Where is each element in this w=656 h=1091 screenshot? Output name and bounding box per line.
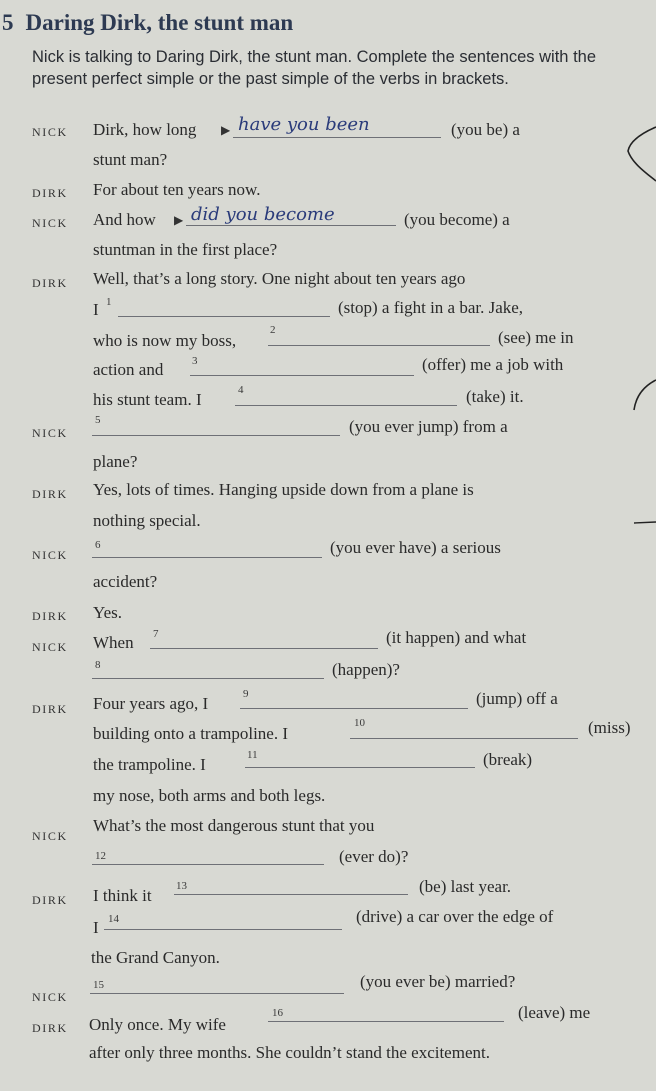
dialogue-text: I	[93, 300, 99, 319]
triangle-arrow-icon: ▶	[221, 123, 231, 137]
verb-prompt: (you ever jump) from a	[349, 417, 508, 436]
speaker-dirk: DIRK	[32, 487, 68, 501]
answer-blank[interactable]	[186, 225, 396, 226]
speaker-nick: NICK	[32, 216, 68, 230]
gap-number: 4	[238, 384, 244, 396]
speaker-nick: NICK	[32, 640, 68, 654]
verb-prompt: (you become) a	[404, 210, 510, 229]
speaker-dirk: DIRK	[32, 276, 68, 290]
dialogue-text: nothing special.	[93, 511, 201, 530]
pen-mark-icon	[628, 378, 656, 412]
speaker-nick: NICK	[32, 125, 68, 139]
dialogue-text: Only once. My wife	[89, 1015, 226, 1034]
dialogue-text: after only three months. She couldn’t stand the excitement.	[89, 1043, 490, 1062]
speaker-dirk: DIRK	[32, 893, 68, 907]
dialogue-text: For about ten years now.	[93, 180, 261, 199]
gap-number: 14	[108, 913, 119, 925]
answer-blank[interactable]	[233, 137, 441, 138]
answer-blank[interactable]	[268, 345, 490, 346]
answer-blank[interactable]	[90, 993, 344, 994]
gap-number: 11	[247, 749, 258, 761]
exercise-number: 5	[2, 10, 14, 35]
speaker-nick: NICK	[32, 990, 68, 1004]
verb-prompt: (see) me in	[498, 328, 574, 347]
answer-blank[interactable]	[235, 405, 457, 406]
dialogue-text: stunt man?	[93, 150, 168, 169]
gap-number: 3	[192, 355, 198, 367]
verb-prompt: (be) last year.	[419, 877, 512, 896]
dialogue-text: Four years ago, I	[93, 694, 209, 713]
exercise-title-text: Daring Dirk, the stunt man	[25, 10, 294, 35]
gap-number: 7	[153, 628, 159, 640]
dialogue-text: his stunt team. I	[93, 390, 202, 409]
dialogue-text: What’s the most dangerous stunt that you	[93, 816, 375, 835]
answer-blank[interactable]	[118, 316, 330, 317]
gap-number: 13	[176, 880, 187, 892]
gap-number: 9	[243, 688, 249, 700]
verb-prompt: (it happen) and what	[386, 628, 527, 647]
gap-number: 6	[95, 539, 101, 551]
dialogue-text: who is now my boss,	[93, 331, 237, 350]
answer-blank[interactable]	[190, 375, 414, 376]
speaker-dirk: DIRK	[32, 609, 68, 623]
verb-prompt: (ever do)?	[339, 847, 409, 866]
dialogue-text: building onto a trampoline. I	[93, 724, 288, 743]
speaker-dirk: DIRK	[32, 186, 68, 200]
example-answer: have you been	[238, 114, 370, 135]
dialogue-text: the trampoline. I	[93, 755, 206, 774]
answer-blank[interactable]	[174, 894, 408, 895]
gap-number: 15	[93, 979, 104, 991]
dialogue-text: action and	[93, 360, 164, 379]
verb-prompt: (leave) me	[518, 1003, 591, 1022]
dialogue-text: stuntman in the first place?	[93, 240, 278, 259]
speaker-dirk: DIRK	[32, 702, 68, 716]
verb-prompt: (drive) a car over the edge of	[356, 907, 554, 926]
verb-prompt: (you be) a	[451, 120, 520, 139]
verb-prompt: (break)	[483, 750, 533, 769]
dialogue-text: my nose, both arms and both legs.	[93, 786, 326, 805]
verb-prompt: (miss)	[588, 718, 631, 737]
exercise-title	[2, 10, 293, 36]
speaker-dirk: DIRK	[32, 1021, 68, 1035]
dialogue-text: And how	[93, 210, 156, 229]
gap-number: 2	[270, 324, 276, 336]
dialogue-text: When	[93, 633, 134, 652]
gap-number: 1	[106, 296, 112, 308]
speaker-nick: NICK	[32, 548, 68, 562]
exercise-instructions: Nick is talking to Daring Dirk, the stunt man. Complete the sentences with the present perfect simple or the past simple of the verbs in brackets.	[32, 48, 597, 88]
verb-prompt: (happen)?	[332, 660, 400, 679]
verb-prompt: (you ever be) married?	[360, 972, 516, 991]
pen-mark-icon	[620, 125, 656, 185]
answer-blank[interactable]	[268, 1021, 504, 1022]
dialogue-text: Well, that’s a long story. One night about ten years ago	[93, 269, 466, 288]
gap-number: 5	[95, 414, 101, 426]
speaker-nick: NICK	[32, 426, 68, 440]
gap-number: 16	[272, 1007, 283, 1019]
triangle-arrow-icon: ▶	[174, 213, 184, 227]
gap-number: 12	[95, 850, 106, 862]
dialogue-text: Yes, lots of times. Hanging upside down from a plane is	[93, 480, 474, 499]
answer-blank[interactable]	[150, 648, 378, 649]
gap-number: 8	[95, 659, 101, 671]
speaker-nick: NICK	[32, 829, 68, 843]
dialogue-text: I think it	[93, 886, 152, 905]
verb-prompt: (offer) me a job with	[422, 355, 564, 374]
verb-prompt: (you ever have) a serious	[330, 538, 501, 557]
answer-blank[interactable]	[245, 767, 475, 768]
answer-blank[interactable]	[92, 864, 324, 865]
dialogue-text: Yes.	[93, 603, 122, 622]
answer-blank[interactable]	[92, 557, 322, 558]
answer-blank[interactable]	[104, 929, 342, 930]
dialogue-text: Dirk, how long	[93, 120, 197, 139]
answer-blank[interactable]	[240, 708, 468, 709]
gap-number: 10	[354, 717, 365, 729]
verb-prompt: (jump) off a	[476, 689, 558, 708]
pen-mark-icon	[634, 518, 656, 528]
answer-blank[interactable]	[350, 738, 578, 739]
dialogue-text: accident?	[93, 572, 158, 591]
dialogue-text: I	[93, 918, 99, 937]
answer-blank[interactable]	[92, 435, 340, 436]
verb-prompt: (take) it.	[466, 387, 524, 406]
example-answer: did you become	[191, 204, 335, 225]
answer-blank[interactable]	[92, 678, 324, 679]
dialogue-text: plane?	[93, 452, 138, 471]
dialogue-text: the Grand Canyon.	[91, 948, 220, 967]
verb-prompt: (stop) a fight in a bar. Jake,	[338, 298, 524, 317]
